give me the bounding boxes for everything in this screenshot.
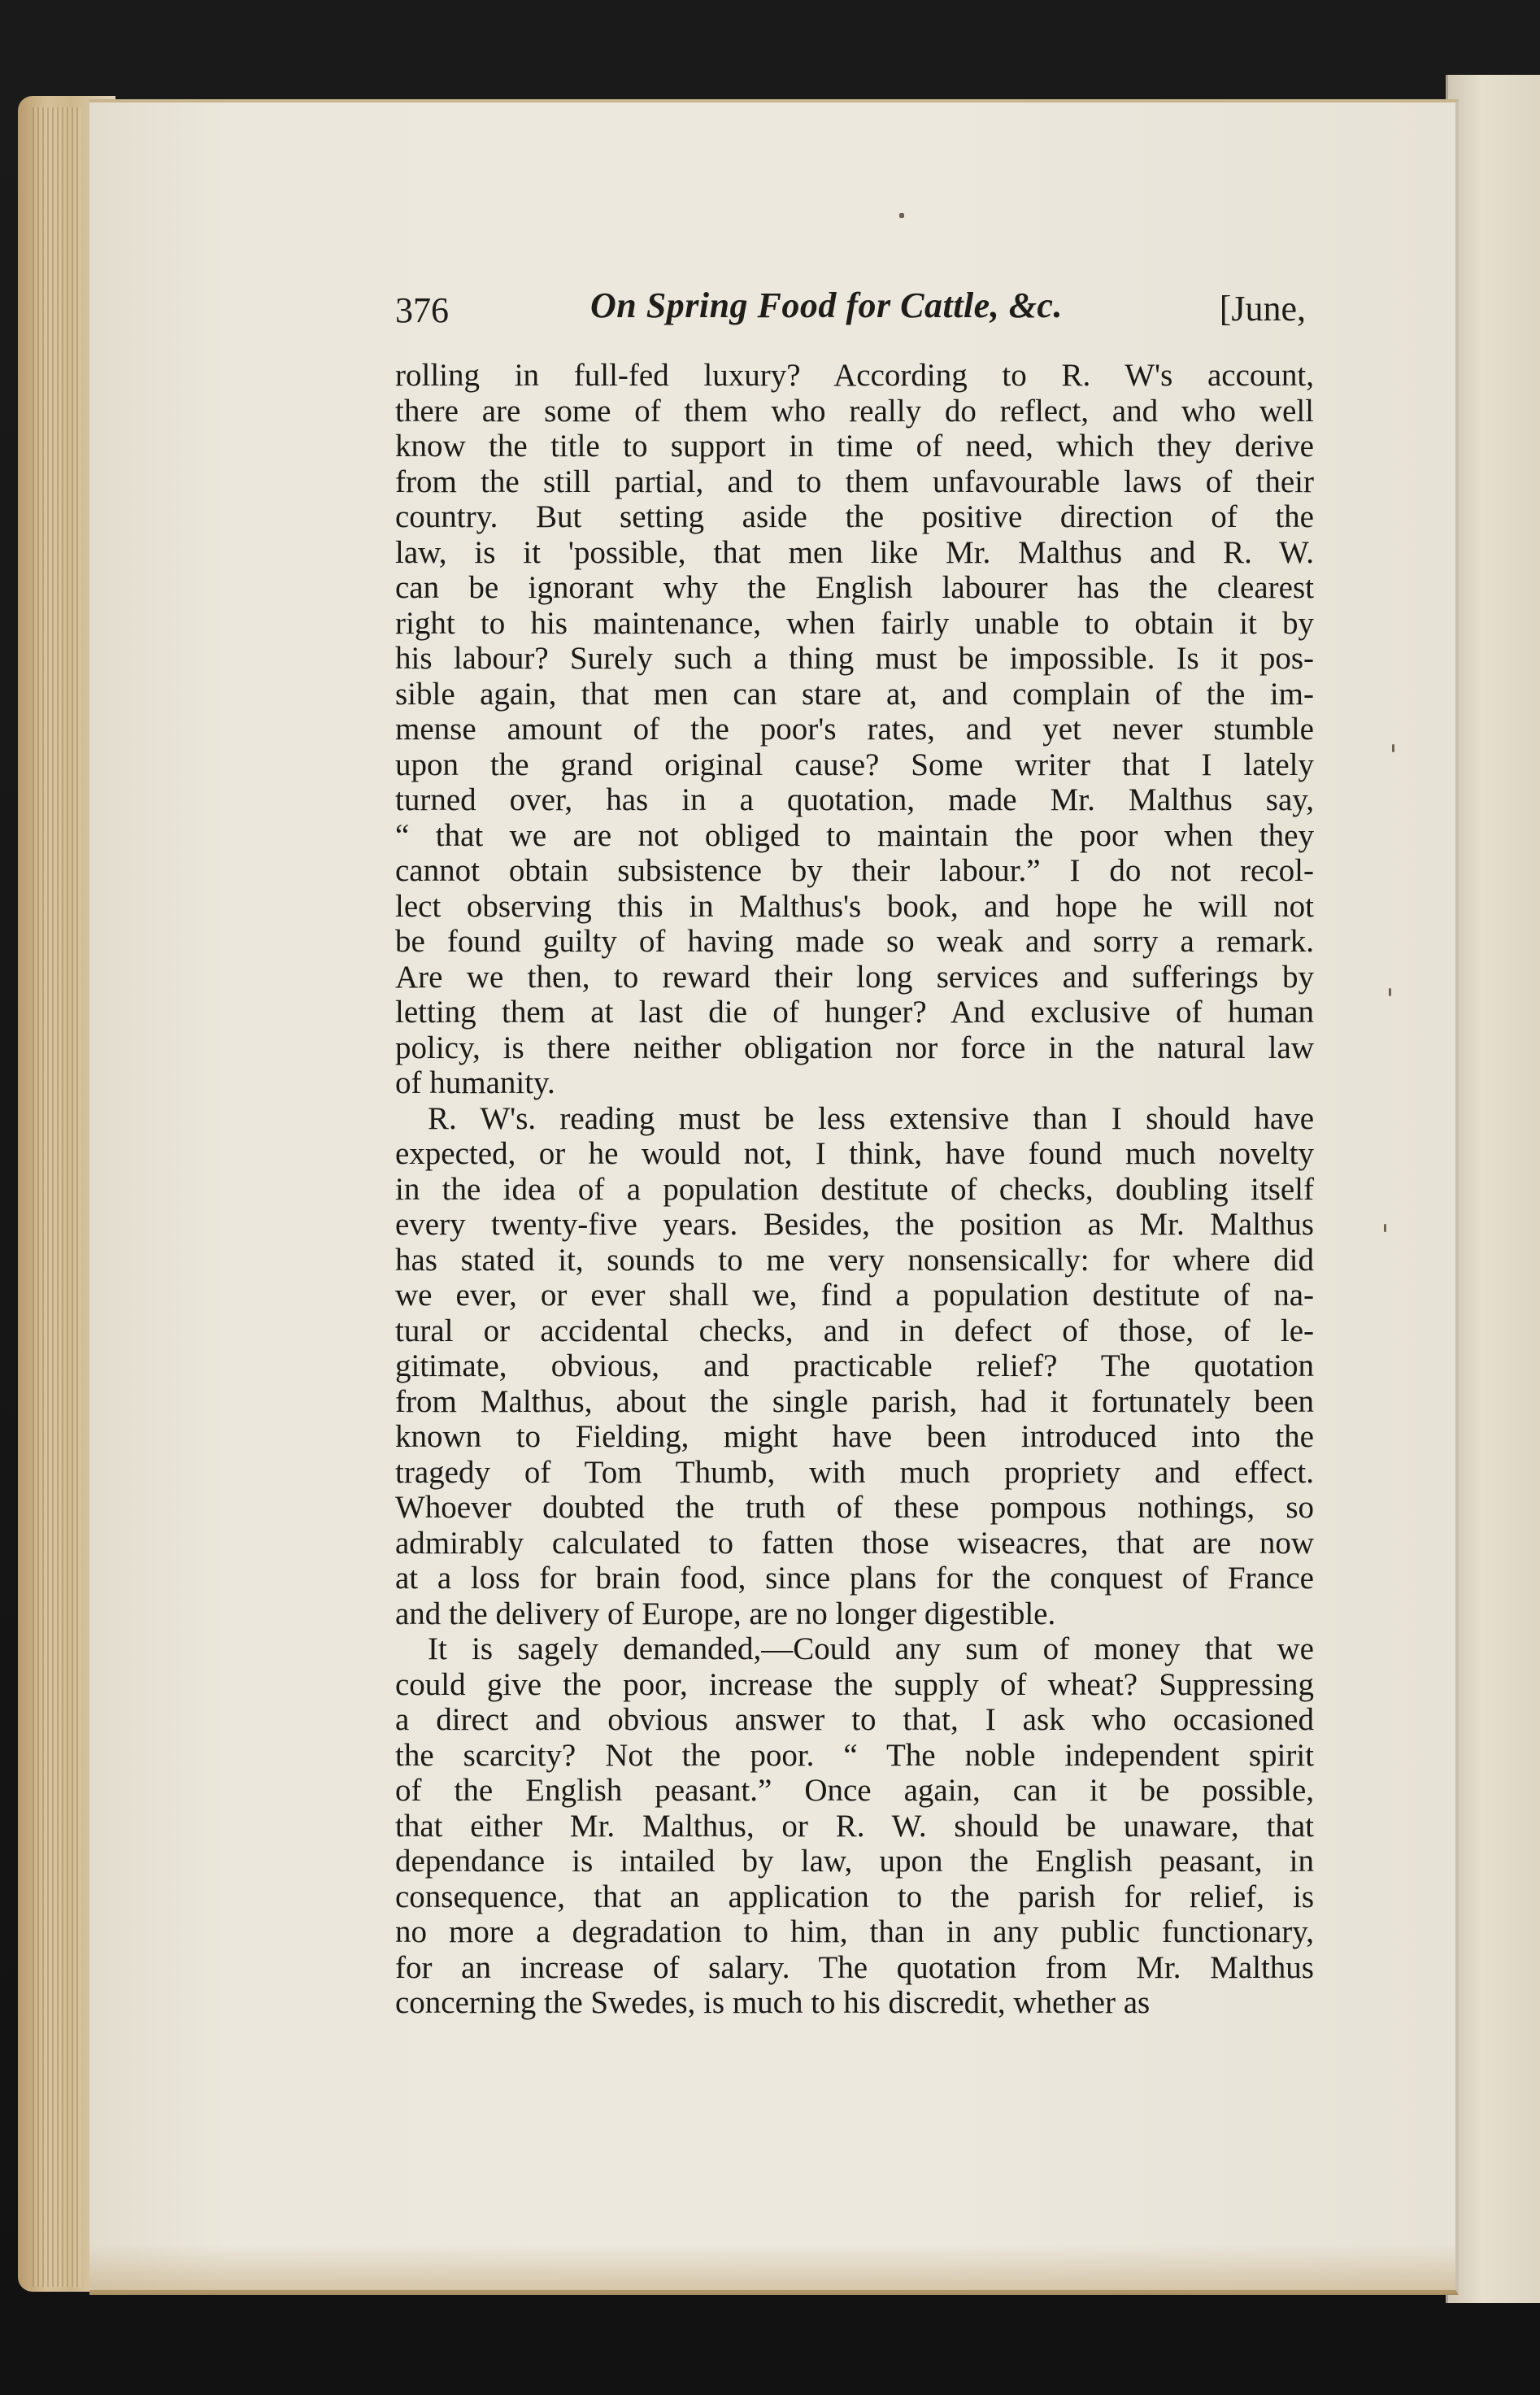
- text-line: of humanity.: [395, 1065, 555, 1100]
- text-line: that either Mr. Malthus, or R. W. should be unaware, that: [395, 1808, 1314, 1844]
- text-line: the scarcity? Not the poor. “ The noble independent spirit: [395, 1737, 1314, 1773]
- margin-speck: [899, 213, 904, 218]
- text-line: in the idea of a population destitute of checks, doubling itself: [395, 1171, 1314, 1207]
- text-line: from the still partial, and to them unfavourable laws of their: [395, 464, 1314, 499]
- text-line: can be ignorant why the English labourer has the clearest: [395, 570, 1314, 605]
- running-head: [395, 285, 1306, 333]
- text-line: rolling in full-fed luxury? According to R. W's account,: [395, 358, 1314, 393]
- text-line: at a loss for brain food, since plans for the conquest of France: [395, 1561, 1314, 1596]
- text-line: a direct and obvious answer to that, I ask who occasioned: [395, 1702, 1314, 1737]
- text-line: Are we then, to reward their long services and sufferings by: [395, 959, 1314, 995]
- text-line: tragedy of Tom Thumb, with much propriety and effect.: [395, 1454, 1314, 1490]
- text-line: letting them at last die of hunger? And exclusive of human: [395, 995, 1314, 1030]
- margin-speck: [1392, 744, 1394, 752]
- text-line: we ever, or ever shall we, find a population destitute of na-: [395, 1278, 1314, 1313]
- page-number: 376: [395, 290, 449, 330]
- text-line: every twenty-five years. Besides, the position as Mr. Malthus: [395, 1207, 1314, 1242]
- paragraph: [395, 358, 1314, 1101]
- text-line: known to Fielding, might have been introduced into the: [395, 1419, 1314, 1454]
- text-line: consequence, that an application to the parish for relief, is: [395, 1879, 1314, 1914]
- margin-speck: [1384, 1224, 1386, 1232]
- page-bottom-stain: [89, 2245, 1455, 2293]
- text-line: concerning the Swedes, is much to his discredit, whether as: [395, 1985, 1151, 2020]
- text-line: turned over, has in a quotation, made Mr. Malthus say,: [395, 782, 1314, 817]
- running-head-month: [June,: [1219, 289, 1306, 329]
- text-line: tural or accidental checks, and in defect of those, of le-: [395, 1313, 1314, 1348]
- text-line: “ that we are not obliged to maintain the poor when they: [395, 817, 1314, 853]
- text-line: R. W's. reading must be less extensive than I should have: [428, 1100, 1314, 1136]
- text-line: his labour? Surely such a thing must be impossible. Is it pos-: [395, 641, 1314, 676]
- text-line: sible again, that men can stare at, and complain of the im-: [395, 676, 1314, 712]
- adjacent-page-edge: [1446, 75, 1540, 2303]
- paragraph: [395, 1101, 1314, 1632]
- text-line: admirably calculated to fatten those wiseacres, that are now: [395, 1525, 1314, 1561]
- text-line: law, is it 'possible, that men like Mr. Malthus and R. W.: [395, 534, 1314, 570]
- text-line: of the English peasant.” Once again, can it be possible,: [395, 1773, 1314, 1808]
- page-stack-texture: [33, 107, 81, 2287]
- text-line: mense amount of the poor's rates, and yet never stumble: [395, 712, 1314, 747]
- running-head-title: On Spring Food for Cattle, &c.: [590, 285, 1063, 325]
- text-line: lect observing this in Malthus's book, and hope he will not: [395, 888, 1314, 924]
- text-line: cannot obtain subsistence by their labour.” I do not recol-: [395, 853, 1314, 888]
- text-line: dependance is intailed by law, upon the English peasant, in: [395, 1844, 1314, 1879]
- text-line: country. But setting aside the positive direction of the: [395, 499, 1314, 534]
- text-line: policy, is there neither obligation nor force in the natural law: [395, 1030, 1314, 1065]
- margin-speck: [1389, 988, 1391, 996]
- text-line: expected, or he would not, I think, have found much novelty: [395, 1136, 1314, 1171]
- text-line: know the title to support in time of need, which they derive: [395, 429, 1314, 464]
- text-line: be found guilty of having made so weak and sorry a remark.: [395, 924, 1314, 959]
- text-line: there are some of them who really do reflect, and who well: [395, 393, 1314, 429]
- text-line: for an increase of salary. The quotation from Mr. Malthus: [395, 1949, 1314, 1985]
- text-line: right to his maintenance, when fairly unable to obtain it by: [395, 605, 1314, 641]
- text-line: and the delivery of Europe, are no longer digestible.: [395, 1596, 1056, 1631]
- text-line: gitimate, obvious, and practicable relief? The quotation: [395, 1348, 1314, 1383]
- text-line: from Malthus, about the single parish, had it fortunately been: [395, 1383, 1314, 1419]
- text-line: upon the grand original cause? Some writer that I lately: [395, 747, 1314, 782]
- text-line: It is sagely demanded,—Could any sum of money that we: [428, 1631, 1314, 1666]
- text-line: Whoever doubted the truth of these pompous nothings, so: [395, 1490, 1314, 1525]
- text-line: has stated it, sounds to me very nonsensically: for where did: [395, 1242, 1314, 1278]
- body-text: [395, 358, 1314, 2021]
- paragraph: [395, 1631, 1314, 2021]
- text-line: could give the poor, increase the supply of wheat? Suppressing: [395, 1666, 1314, 1702]
- text-line: no more a degradation to him, than in any public functionary,: [395, 1914, 1314, 1949]
